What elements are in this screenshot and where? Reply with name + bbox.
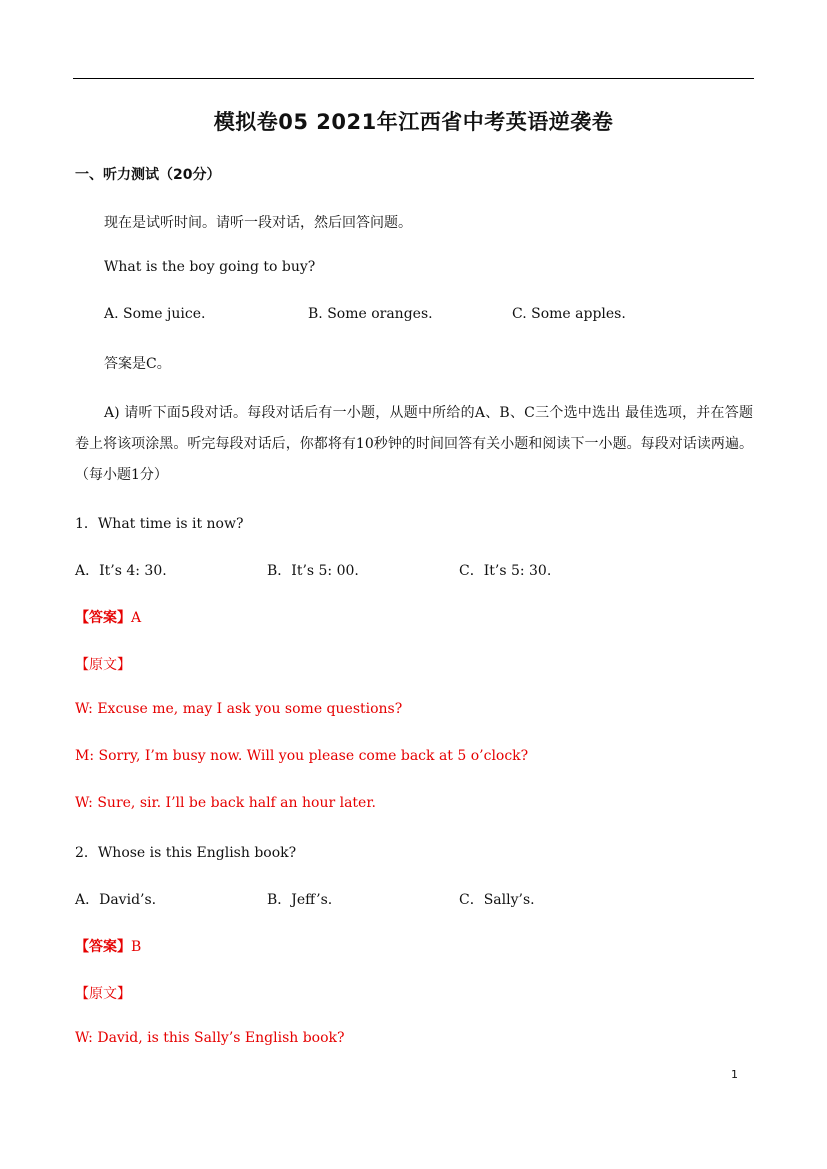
example-option-b: B. Some oranges. — [308, 306, 433, 322]
q2-transcript-label: 【原文】 — [75, 986, 131, 1002]
q2-answer-label: 【答案】 — [75, 939, 131, 955]
q1-answer-label: 【答案】 — [75, 610, 131, 626]
q2-option-c: C．Sally’s. — [459, 892, 535, 908]
question-1: 1．What time is it now? — [75, 516, 244, 532]
q2-answer — [75, 936, 141, 956]
q2-transcript-line: W: David, is this Sally’s English book? — [75, 1030, 345, 1046]
question-2: 2．Whose is this English book? — [75, 845, 297, 861]
q1-transcript-label: 【原文】 — [75, 657, 131, 673]
q2-option-a: A．David’s. — [75, 892, 157, 908]
q2-option-b: B．Jeff’s. — [267, 892, 333, 908]
q1-answer — [75, 607, 141, 627]
page-title: 模拟卷05 2021年江西省中考英语逆袭卷 — [213, 110, 614, 134]
q1-option-a: A．It’s 4: 30. — [75, 563, 167, 579]
q1-transcript-line: W: Excuse me, may I ask you some questions? — [75, 701, 403, 717]
q1-option-c: C．It’s 5: 30. — [459, 563, 552, 579]
header-rule — [73, 78, 754, 79]
example-answer: 答案是C。 — [104, 356, 171, 372]
example-option-c: C. Some apples. — [512, 306, 626, 322]
q1-transcript-line: M: Sorry, I’m busy now. Will you please come back at 5 o’clock? — [75, 748, 529, 764]
example-question: What is the boy going to buy? — [104, 259, 316, 275]
q1-transcript-line: W: Sure, sir. I’ll be back half an hour later. — [75, 795, 376, 811]
example-intro: 现在是试听时间。请听一段对话，然后回答问题。 — [104, 215, 412, 231]
q1-option-b: B．It’s 5: 00. — [267, 563, 359, 579]
example-option-a: A. Some juice. — [104, 306, 206, 322]
instructions-paragraph: A) 请听下面5段对话。每段对话后有一小题，从题中所给的A、B、C三个选中选出 最佳选项，并在答题卷上将该项涂黑。听完每段对话后，你都将有10秒钟的时间回答有关小题和阅读下一小题。每段对话读两遍。（每小题1分） — [75, 405, 753, 483]
page-number: 1 — [731, 1068, 738, 1081]
q2-answer-value: B — [131, 939, 142, 955]
q1-answer-value: A — [131, 610, 142, 626]
section-heading: 一、听力测试（20分） — [75, 167, 221, 183]
